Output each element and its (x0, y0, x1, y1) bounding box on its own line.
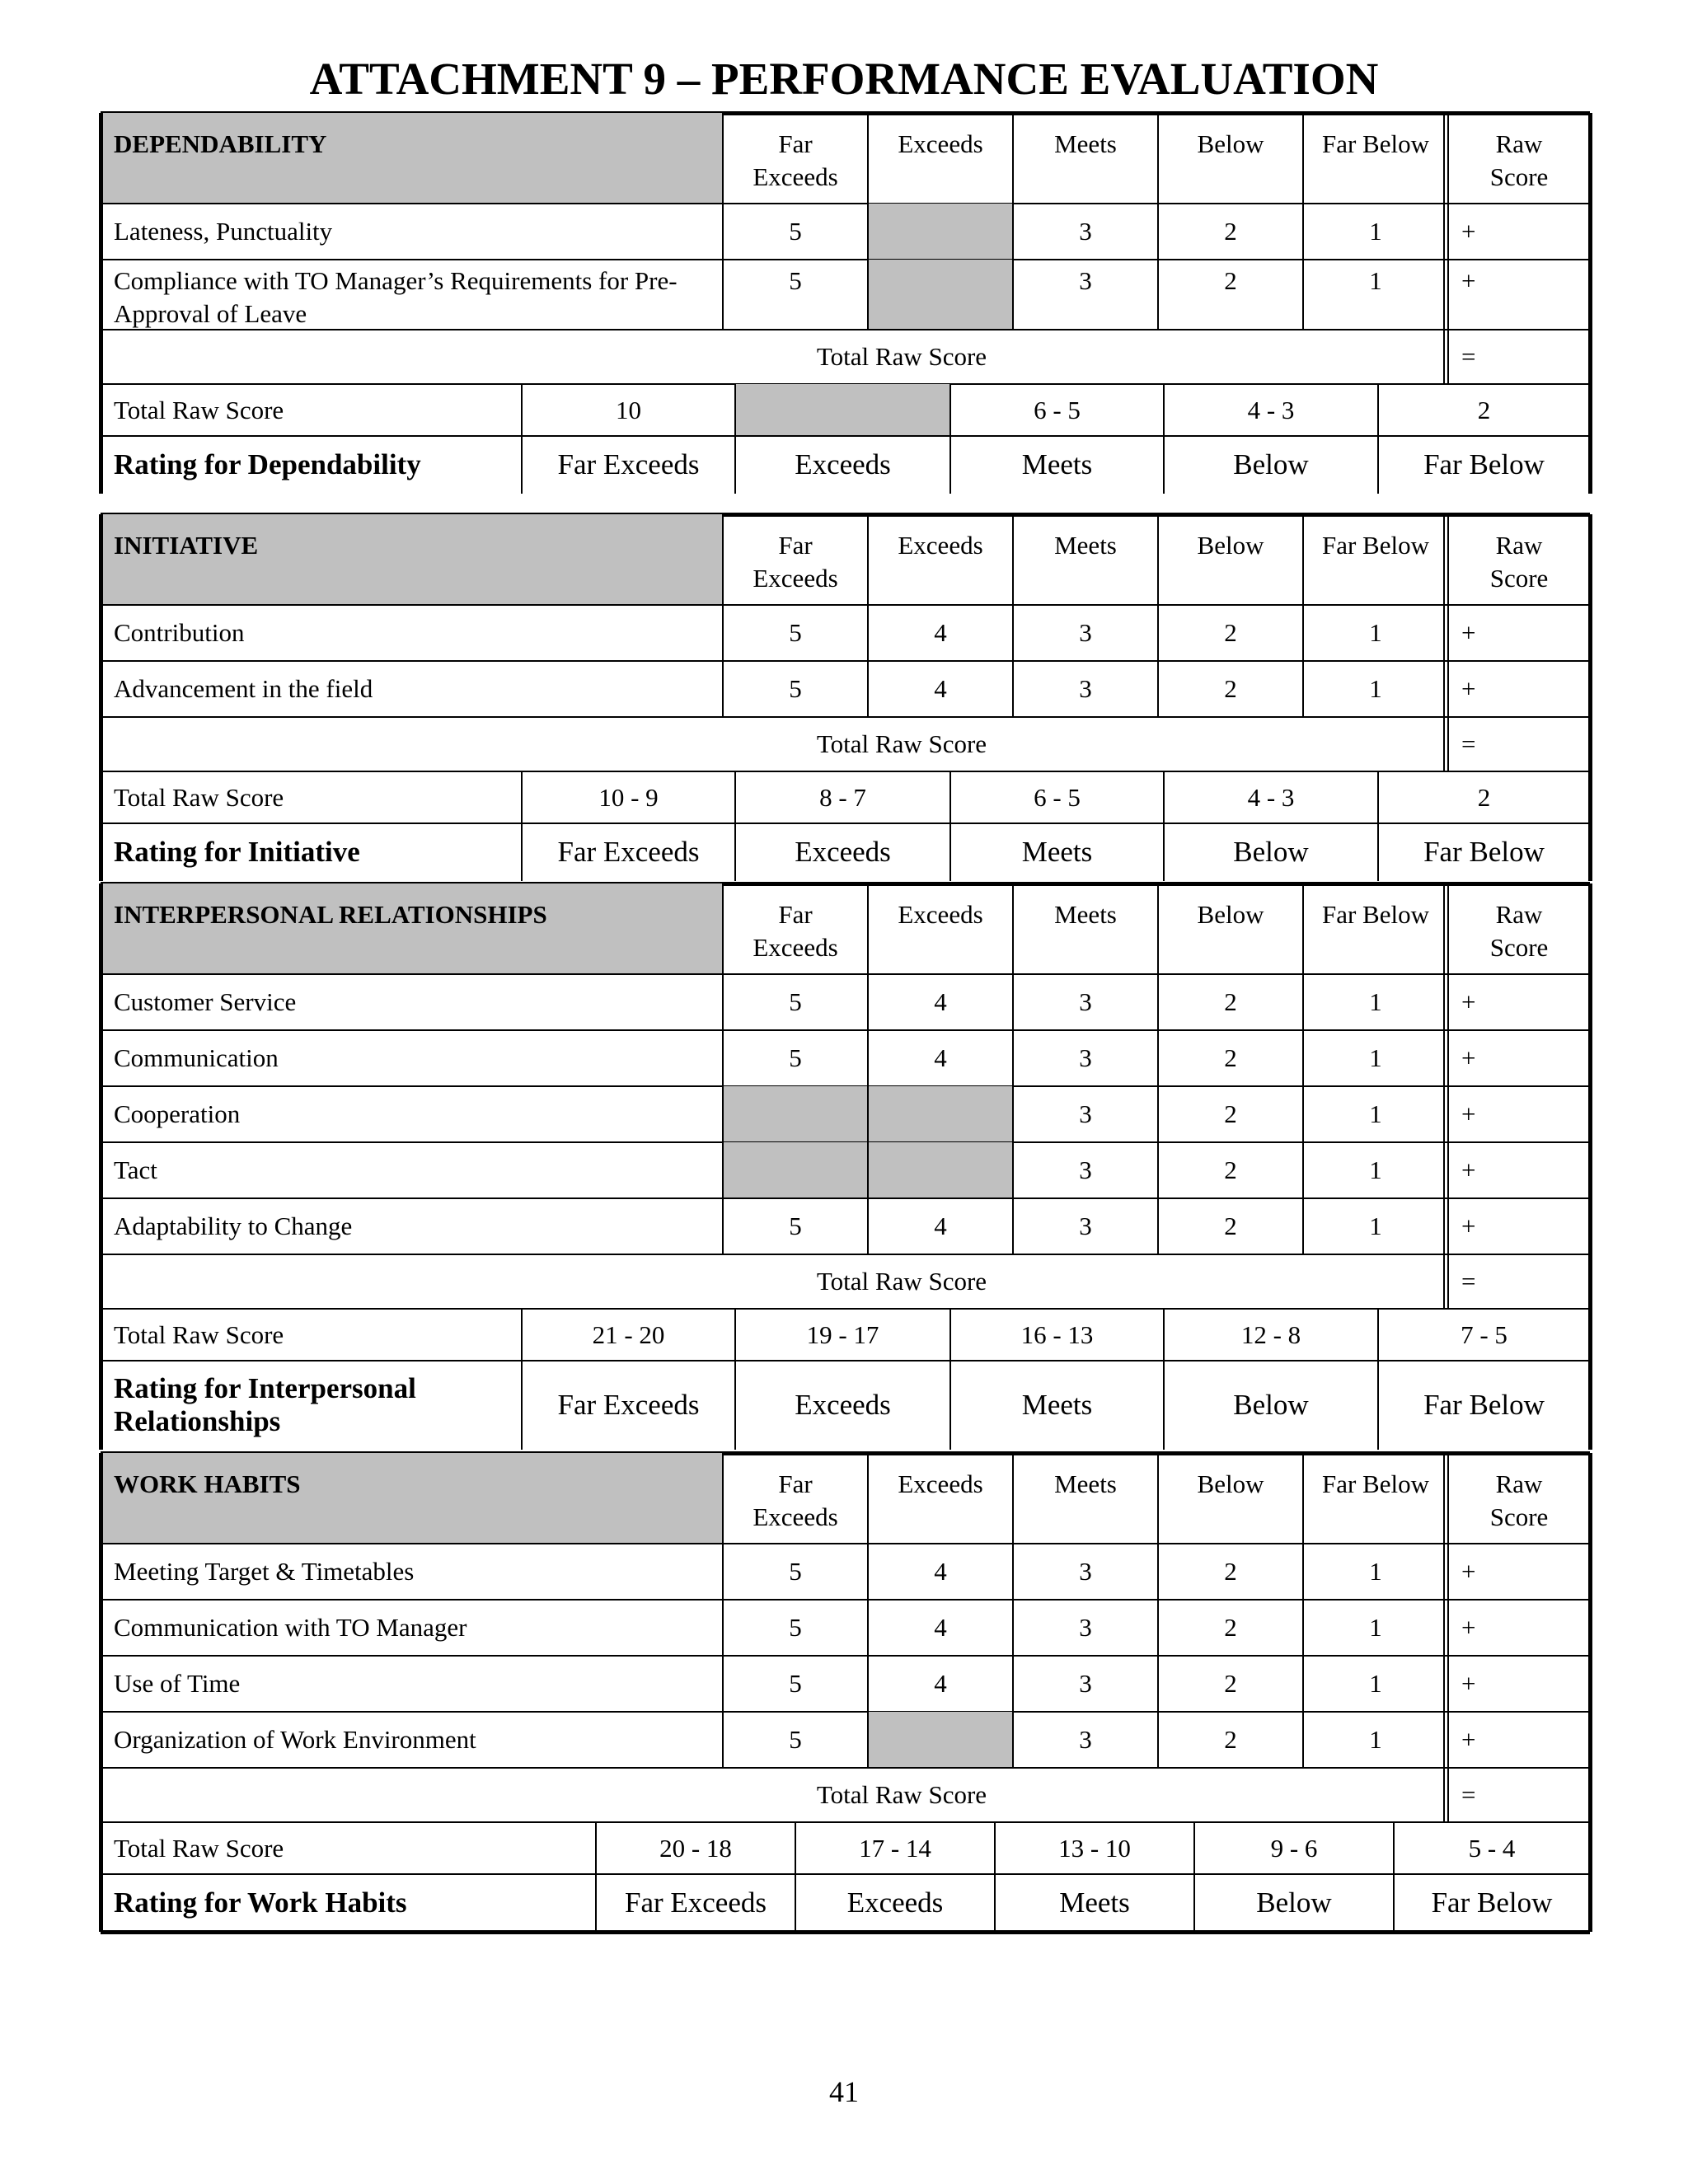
page-number: 41 (829, 2075, 859, 2108)
score-option-far-below: 1 (1369, 987, 1382, 1016)
score-option-meets: 3 (1079, 1557, 1092, 1586)
score-option-meets: 3 (1079, 674, 1092, 703)
table-rule (1157, 1453, 1159, 1768)
score-option-below: 2 (1224, 217, 1237, 246)
score-option-below: 2 (1224, 1557, 1237, 1586)
column-header-far-exceeds: Far Exceeds (753, 531, 838, 593)
rating-far-below: Far Below (1431, 1886, 1553, 1919)
table-rule (722, 1453, 724, 1768)
column-header-far-below: Far Below (1321, 531, 1429, 560)
score-option-meets: 3 (1079, 618, 1092, 647)
rating-meets: Meets (1021, 448, 1093, 480)
score-range-far-exceeds: 21 - 20 (592, 1319, 665, 1349)
score-option-below: 2 (1224, 266, 1237, 295)
table-rule (1443, 330, 1445, 384)
score-option-far-exceeds: 5 (789, 266, 802, 295)
table-rule (1012, 514, 1014, 717)
criterion-label: Adaptability to Change (114, 1212, 353, 1240)
column-header-far-below: Far Below (1321, 900, 1429, 929)
criterion-label: Communication (114, 1043, 279, 1072)
table-rule (1377, 384, 1379, 494)
criterion-label: Tact (114, 1155, 157, 1184)
table-rule (1447, 883, 1449, 1254)
column-header-far-exceeds: Far Exceeds (753, 129, 838, 191)
column-header-meets: Meets (1054, 900, 1117, 929)
score-option-far-exceeds: 5 (789, 1212, 802, 1240)
score-option-meets: 3 (1079, 1212, 1092, 1240)
table-rule (1447, 113, 1449, 330)
rating-label-work-habits: Rating for Work Habits (114, 1886, 407, 1919)
rating-exceeds: Exceeds (795, 1389, 891, 1421)
table-rule (950, 771, 951, 881)
table-rule (734, 1309, 736, 1450)
score-range-far-below: 5 - 4 (1468, 1833, 1516, 1863)
score-range-far-exceeds: 10 - 9 (598, 782, 659, 812)
criterion-label: Customer Service (114, 987, 297, 1016)
column-header-below: Below (1197, 531, 1264, 560)
score-option-below: 2 (1224, 1613, 1237, 1642)
score-range-below: 4 - 3 (1247, 395, 1295, 424)
score-option-below: 2 (1224, 1669, 1237, 1698)
table-rule (722, 113, 724, 330)
column-header-far-below: Far Below (1321, 1469, 1429, 1498)
score-option-far-below: 1 (1369, 217, 1382, 246)
table-rule (1012, 1453, 1014, 1768)
score-option-far-exceeds: 5 (789, 1725, 802, 1754)
table-rule (595, 1822, 597, 1932)
table-outer-border (1588, 1453, 1592, 1932)
raw-score-entry[interactable]: + (1461, 1725, 1476, 1754)
table-outer-border (99, 1453, 103, 1932)
raw-score-entry[interactable]: + (1461, 1043, 1476, 1072)
rating-label-interpersonal-relationships: Rating for Interpersonal Relationships (114, 1372, 416, 1437)
raw-score-entry[interactable]: + (1461, 1669, 1476, 1698)
table-rule (1157, 514, 1159, 717)
raw-score-entry[interactable]: + (1461, 1613, 1476, 1642)
table-rule (1163, 1309, 1165, 1450)
score-option-far-exceeds: 5 (789, 1613, 802, 1642)
shaded-score-cell (723, 1086, 868, 1142)
criterion-label: Meeting Target & Timetables (114, 1557, 415, 1586)
column-header-below: Below (1197, 900, 1264, 929)
table-rule (722, 514, 724, 717)
column-header-raw-score: Raw Score (1489, 129, 1549, 191)
page-title: ATTACHMENT 9 – PERFORMANCE EVALUATION (309, 54, 1379, 104)
criterion-label: Lateness, Punctuality (114, 217, 333, 246)
total-raw-score-entry[interactable]: = (1461, 729, 1476, 758)
rating-far-exceeds: Far Exceeds (557, 836, 700, 868)
raw-score-entry[interactable]: + (1461, 217, 1476, 246)
shaded-range-cell (735, 384, 950, 436)
criterion-label: Compliance with TO Manager’s Requirements for Pre-Approval of Leave (114, 266, 678, 328)
column-header-below: Below (1197, 129, 1264, 158)
column-header-meets: Meets (1054, 531, 1117, 560)
score-option-far-below: 1 (1369, 1043, 1382, 1072)
score-option-meets: 3 (1079, 987, 1092, 1016)
score-option-far-exceeds: 5 (789, 1043, 802, 1072)
score-option-far-exceeds: 5 (789, 987, 802, 1016)
table-rule (521, 1309, 523, 1450)
section-heading-initiative: INITIATIVE (101, 514, 723, 605)
table-rule (867, 514, 869, 717)
column-header-exceeds: Exceeds (898, 1469, 983, 1498)
criterion-label: Cooperation (114, 1099, 241, 1128)
score-range-below: 4 - 3 (1247, 782, 1295, 812)
table-outer-border (1588, 883, 1592, 1450)
table-rule (950, 1309, 951, 1450)
raw-score-entry[interactable]: + (1461, 1212, 1476, 1240)
column-header-raw-score: Raw Score (1489, 900, 1549, 962)
table-rule (867, 1453, 869, 1768)
score-option-far-below: 1 (1369, 674, 1382, 703)
rating-exceeds: Exceeds (795, 448, 891, 480)
table-rule (1443, 883, 1445, 1254)
score-range-far-below: 7 - 5 (1461, 1319, 1507, 1349)
rating-meets: Meets (1059, 1886, 1130, 1919)
rating-exceeds: Exceeds (795, 836, 891, 868)
score-range-meets: 6 - 5 (1034, 782, 1081, 812)
score-range-far-exceeds: 20 - 18 (659, 1833, 732, 1863)
rating-far-below: Far Below (1423, 836, 1545, 868)
score-option-below: 2 (1224, 1212, 1237, 1240)
column-header-exceeds: Exceeds (898, 900, 983, 929)
rating-far-below: Far Below (1423, 448, 1545, 480)
score-option-far-below: 1 (1369, 1613, 1382, 1642)
table-rule (1447, 1254, 1449, 1309)
table-rule (950, 384, 951, 494)
rating-far-exceeds: Far Exceeds (557, 1389, 700, 1421)
column-header-raw-score: Raw Score (1489, 1469, 1549, 1531)
shaded-score-cell (868, 1712, 1013, 1768)
total-raw-score-entry[interactable]: = (1461, 1780, 1476, 1809)
total-raw-score-label: Total Raw Score (114, 1833, 284, 1863)
table-rule (1163, 771, 1165, 881)
total-raw-score-entry[interactable]: = (1461, 342, 1476, 371)
rating-exceeds: Exceeds (846, 1886, 944, 1919)
table-outer-border (99, 113, 103, 494)
column-header-below: Below (1197, 1469, 1264, 1498)
score-range-exceeds: 19 - 17 (806, 1319, 879, 1349)
score-option-far-below: 1 (1369, 1557, 1382, 1586)
total-raw-score-label: Total Raw Score (114, 782, 284, 812)
column-header-meets: Meets (1054, 129, 1117, 158)
criterion-label: Use of Time (114, 1669, 241, 1698)
table-rule (1443, 113, 1445, 330)
column-header-raw-score: Raw Score (1489, 531, 1549, 593)
rating-meets: Meets (1021, 1389, 1093, 1421)
table-outer-border (1588, 514, 1592, 881)
rating-label-initiative: Rating for Initiative (114, 836, 360, 868)
score-option-exceeds: 4 (934, 1212, 947, 1240)
score-range-meets: 6 - 5 (1034, 395, 1081, 424)
table-rule (1393, 1822, 1395, 1932)
score-option-meets: 3 (1079, 1669, 1092, 1698)
criterion-label: Advancement in the field (114, 674, 373, 703)
section-heading-work-habits: WORK HABITS (101, 1453, 723, 1544)
score-option-far-exceeds: 5 (789, 1557, 802, 1586)
rating-below: Below (1233, 1389, 1309, 1421)
table-rule (867, 883, 869, 1254)
rating-far-exceeds: Far Exceeds (624, 1886, 767, 1919)
score-option-far-exceeds: 5 (789, 674, 802, 703)
table-rule (1443, 717, 1445, 771)
score-range-meets: 13 - 10 (1058, 1833, 1131, 1863)
score-option-far-below: 1 (1369, 1725, 1382, 1754)
shaded-score-cell (868, 1142, 1013, 1198)
table-rule (994, 1822, 996, 1932)
score-option-exceeds: 4 (934, 618, 947, 647)
criterion-label: Contribution (114, 618, 245, 647)
criterion-label: Organization of Work Environment (114, 1725, 476, 1754)
column-header-far-exceeds: Far Exceeds (753, 900, 838, 962)
table-rule (1443, 1453, 1445, 1768)
score-option-far-below: 1 (1369, 1212, 1382, 1240)
score-range-below: 12 - 8 (1240, 1319, 1301, 1349)
table-rule (521, 384, 523, 494)
table-rule (1012, 113, 1014, 330)
score-option-far-below: 1 (1369, 618, 1382, 647)
rating-meets: Meets (1021, 836, 1093, 868)
column-header-exceeds: Exceeds (898, 531, 983, 560)
table-rule (1443, 1768, 1445, 1822)
table-rule (1193, 1822, 1195, 1932)
score-range-below: 9 - 6 (1270, 1833, 1318, 1863)
score-option-below: 2 (1224, 1099, 1237, 1128)
shaded-score-cell (868, 204, 1013, 260)
score-option-below: 2 (1224, 1043, 1237, 1072)
score-option-below: 2 (1224, 1155, 1237, 1184)
table-rule (1157, 113, 1159, 330)
table-outer-border (99, 514, 103, 881)
column-header-exceeds: Exceeds (898, 129, 983, 158)
table-rule (867, 113, 869, 330)
table-bottom-rule (101, 1930, 1590, 1934)
column-header-meets: Meets (1054, 1469, 1117, 1498)
table-rule (722, 883, 724, 1254)
score-option-far-exceeds: 5 (789, 217, 802, 246)
rating-far-below: Far Below (1423, 1389, 1545, 1421)
table-rule (1447, 1453, 1449, 1768)
section-heading-dependability: DEPENDABILITY (101, 113, 723, 204)
table-outer-border (1588, 113, 1592, 494)
table-rule (1302, 883, 1304, 1254)
column-header-far-exceeds: Far Exceeds (753, 1469, 838, 1531)
total-raw-score-label: Total Raw Score (816, 342, 987, 371)
score-option-meets: 3 (1079, 1725, 1092, 1754)
rating-below: Below (1233, 448, 1309, 480)
shaded-score-cell (868, 1086, 1013, 1142)
table-rule (1377, 1309, 1379, 1450)
table-rule (521, 771, 523, 881)
score-option-exceeds: 4 (934, 987, 947, 1016)
table-rule (1447, 1768, 1449, 1822)
total-raw-score-label: Total Raw Score (114, 395, 284, 424)
raw-score-entry[interactable]: + (1461, 1099, 1476, 1128)
table-rule (1447, 514, 1449, 717)
table-rule (1447, 717, 1449, 771)
score-option-meets: 3 (1079, 266, 1092, 295)
column-header-far-below: Far Below (1321, 129, 1429, 158)
table-rule (734, 384, 736, 494)
score-option-exceeds: 4 (934, 1557, 947, 1586)
table-rule (795, 1822, 796, 1932)
total-raw-score-label: Total Raw Score (114, 1319, 284, 1349)
score-option-far-exceeds: 5 (789, 618, 802, 647)
score-range-exceeds: 17 - 14 (859, 1833, 931, 1863)
raw-score-entry[interactable]: + (1461, 266, 1476, 295)
table-rule (1377, 771, 1379, 881)
score-range-meets: 16 - 13 (1020, 1319, 1094, 1349)
table-rule (1012, 883, 1014, 1254)
raw-score-entry[interactable]: + (1461, 987, 1476, 1016)
score-option-below: 2 (1224, 1725, 1237, 1754)
table-rule (1302, 514, 1304, 717)
score-option-meets: 3 (1079, 1613, 1092, 1642)
table-rule (1302, 113, 1304, 330)
table-rule (1163, 384, 1165, 494)
raw-score-entry[interactable]: + (1461, 1155, 1476, 1184)
rating-far-exceeds: Far Exceeds (557, 448, 700, 480)
score-option-meets: 3 (1079, 1155, 1092, 1184)
score-option-exceeds: 4 (934, 674, 947, 703)
score-option-exceeds: 4 (934, 1043, 947, 1072)
score-range-exceeds: 8 - 7 (819, 782, 866, 812)
raw-score-entry[interactable]: + (1461, 1557, 1476, 1586)
score-option-meets: 3 (1079, 1099, 1092, 1128)
score-option-exceeds: 4 (934, 1613, 947, 1642)
score-option-far-exceeds: 5 (789, 1669, 802, 1698)
score-option-below: 2 (1224, 987, 1237, 1016)
total-raw-score-entry[interactable]: = (1461, 1267, 1476, 1296)
score-range-far-below: 2 (1477, 395, 1491, 424)
score-option-far-below: 1 (1369, 1669, 1382, 1698)
total-raw-score-label: Total Raw Score (816, 1267, 987, 1296)
total-raw-score-label: Total Raw Score (816, 729, 987, 758)
table-outer-border (99, 883, 103, 1450)
score-option-below: 2 (1224, 674, 1237, 703)
table-rule (1443, 1254, 1445, 1309)
table-rule (1447, 330, 1449, 384)
table-rule (1443, 514, 1445, 717)
rating-below: Below (1233, 836, 1309, 868)
score-option-meets: 3 (1079, 217, 1092, 246)
rating-label-dependability: Rating for Dependability (114, 448, 421, 480)
criterion-label: Communication with TO Manager (114, 1613, 467, 1642)
shaded-score-cell (868, 260, 1013, 330)
raw-score-entry[interactable]: + (1461, 618, 1476, 647)
score-option-far-below: 1 (1369, 266, 1382, 295)
rating-below: Below (1256, 1886, 1332, 1919)
table-rule (1157, 883, 1159, 1254)
score-range-far-below: 2 (1477, 782, 1491, 812)
score-option-far-below: 1 (1369, 1155, 1382, 1184)
total-raw-score-label: Total Raw Score (816, 1780, 987, 1809)
score-range-far-exceeds: 10 (616, 395, 641, 424)
shaded-score-cell (723, 1142, 868, 1198)
table-rule (734, 771, 736, 881)
score-option-meets: 3 (1079, 1043, 1092, 1072)
score-option-below: 2 (1224, 618, 1237, 647)
score-option-exceeds: 4 (934, 1669, 947, 1698)
raw-score-entry[interactable]: + (1461, 674, 1476, 703)
section-heading-interpersonal-relationships: INTERPERSONAL RELATIONSHIPS (101, 883, 723, 974)
table-rule (1302, 1453, 1304, 1768)
score-option-far-below: 1 (1369, 1099, 1382, 1128)
